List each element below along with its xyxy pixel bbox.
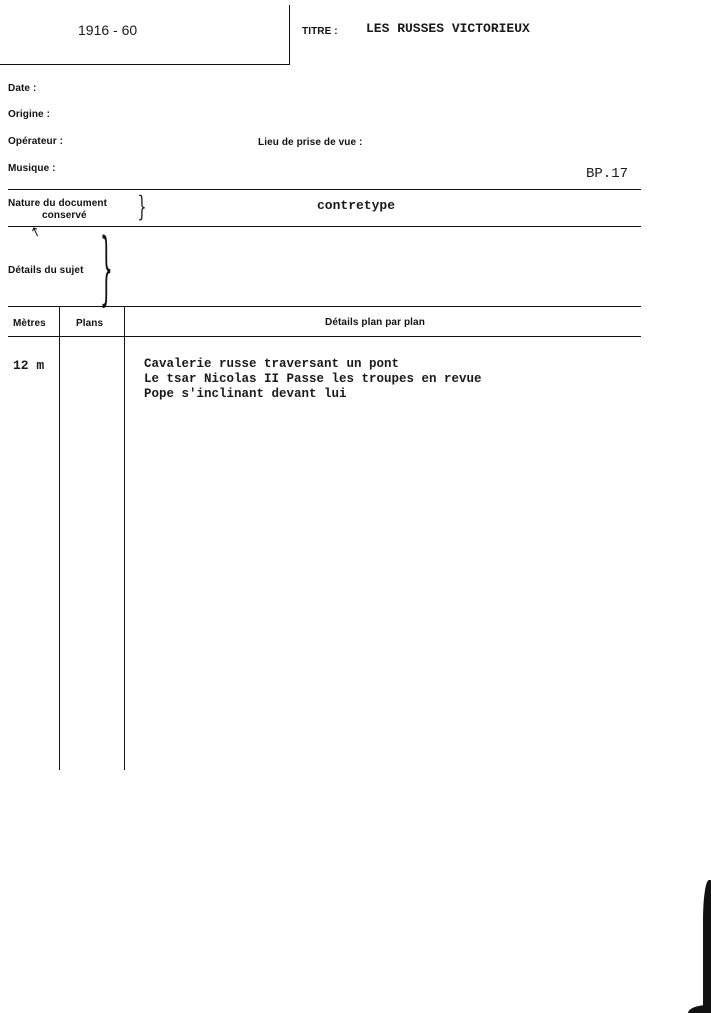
titre-label: TITRE : bbox=[302, 26, 338, 37]
page-edge-corner bbox=[688, 1005, 711, 1013]
row-metres: 12 m bbox=[13, 358, 45, 373]
document-title: LES RUSSES VICTORIEUX bbox=[366, 21, 530, 36]
row-detail-line-3: Pope s'inclinant devant lui bbox=[144, 387, 347, 401]
column-header-details: Détails plan par plan bbox=[325, 317, 425, 328]
details-sujet-label: Détails du sujet bbox=[8, 265, 84, 276]
arrow-mark: ↖ bbox=[27, 223, 44, 242]
document-reference: 1916 - 60 bbox=[78, 22, 138, 38]
origine-label: Origine : bbox=[8, 109, 51, 120]
details-sujet-bottom-rule bbox=[8, 306, 641, 307]
column-divider-2 bbox=[124, 307, 125, 770]
details-sujet-brace: } bbox=[100, 221, 113, 314]
nature-top-rule bbox=[8, 189, 641, 190]
cote-number: BP.17 bbox=[586, 166, 629, 182]
nature-label-line1: Nature du document bbox=[8, 198, 108, 209]
column-header-metres: Mètres bbox=[13, 318, 46, 329]
page-edge-shadow bbox=[703, 880, 711, 1013]
table-header-rule bbox=[8, 336, 641, 337]
date-label: Date : bbox=[8, 83, 37, 94]
musique-label: Musique : bbox=[8, 163, 56, 174]
column-divider-1 bbox=[59, 307, 60, 770]
nature-value: contretype bbox=[317, 198, 396, 213]
nature-label-line2: conservé bbox=[42, 210, 87, 221]
nature-brace: } bbox=[137, 190, 147, 223]
row-detail-line-1: Cavalerie russe traversant un pont bbox=[144, 357, 400, 371]
header-box-right-border bbox=[289, 5, 290, 65]
lieu-label: Lieu de prise de vue : bbox=[258, 137, 363, 148]
row-detail-line-2: Le tsar Nicolas II Passe les troupes en revue bbox=[144, 372, 482, 386]
operateur-label: Opérateur : bbox=[8, 136, 64, 147]
column-header-plans: Plans bbox=[76, 318, 104, 329]
header-box-bottom-border bbox=[0, 64, 290, 65]
